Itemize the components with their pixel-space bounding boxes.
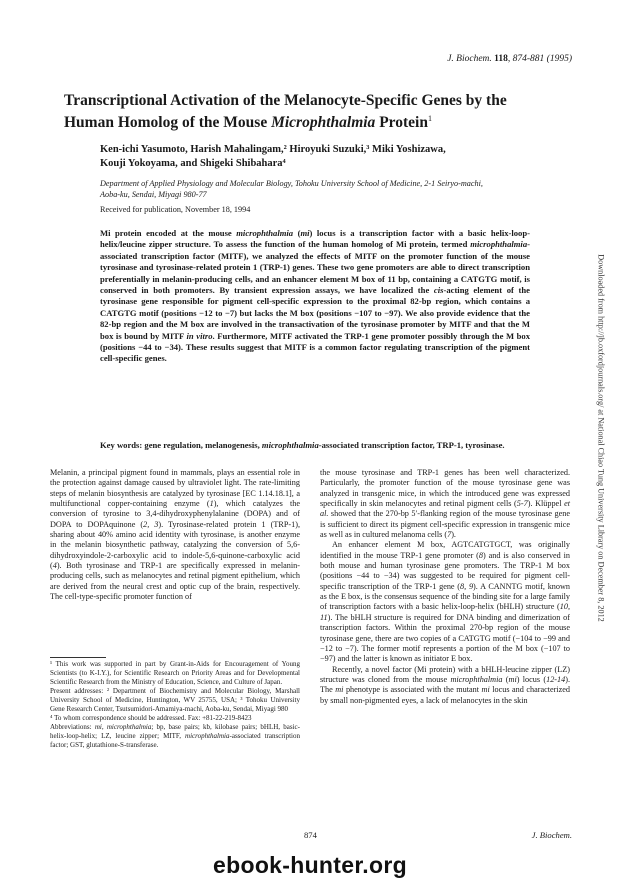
watermark: ebook-hunter.org: [213, 852, 407, 878]
authors-line-2: Kouji Yokoyama, and Shigeki Shibahara⁴: [100, 158, 286, 169]
affiliation: Department of Applied Physiology and Molecular Biology, Tohoku University School of Medicine, 2-1 Seiryo-machi, Aoba-ku, Sendai, Miyagi 980-77: [100, 179, 483, 199]
footnote-funding: ¹ This work was supported in part by Grant-in-Aids for Encouragement of Young Scientists (to K-I.Y.), for Scientific Research on Priority Areas and for Developmental Scientific Research from the Ministry of Education, Science, and Culture of Japan.: [50, 660, 300, 686]
journal-name: J. Biochem.: [447, 54, 492, 64]
body-paragraph: An enhancer element M box, AGTCATGTGCT, was originally identified in the mouse TRP-1 gene promoter (8) and is also conserved in both mouse and human tyrosinase gene promoters. The TRP-1 M box (positions −44 to −34) was suggested to be required for pigment cell-specific transcription of the TRP-1 gene (8, 9). A CANNTG motif, known as the E box, is the consensus sequence of the binding site for a large family of transcription factors with a basic helix-loop-helix (bHLH) structure (10, 11). The bHLH structure is required for DNA binding and dimerization of transcription factors. Within the proximal 270-bp region of the mouse tyrosinase gene, there are two copies of a CATGTG motif (−104 to −99 and −12 to −7). The former motif represents a portion of the M box (−107 to −97) and the latter is known as initiator E box.: [320, 540, 570, 664]
body-paragraph: Melanin, a principal pigment found in mammals, plays an essential role in the protection against damage caused by ultraviolet light. The rate-limiting steps of melanin biosynthesis are catalyzed by tyrosinase [EC 1.14.18.1], a multifunctional copper-containing enzyme (1), which catalyzes the conversion of tyrosine to 3,4-dihydroxyphenylalanine (DOPA) and of DOPA to DOPAquinone (2, 3). Tyrosinase-related protein 1 (TRP-1), sharing about 40% amino acid identity with tyrosinase, is another enzyme in the melanin biosynthetic pathway, catalyzing the conversion of 5,6-dihydroxyindole-2-carboxylic acid to indole-5,6-quinone-carboxylic acid (4). Both tyrosinase and TRP-1 are specifically expressed in melanin-producing cells, such as melanocytes and retinal pigment epithelium, which are derived from the neural crest and optic cup of the brain, respectively. The cell-type-specific promoter function of: [50, 468, 300, 602]
body-paragraph: Recently, a novel factor (Mi protein) with a bHLH-leucine zipper (LZ) structure was cloned from the mouse microphthalmia (mi) locus (12-14). The mi phenotype is associated with the mutant mi locus and characterized by small non-pigmented eyes, a lack of melanocytes in the skin: [320, 664, 571, 705]
body-column-right: [320, 468, 570, 706]
received-date: Received for publication, November 18, 1994: [100, 205, 251, 214]
footnote-abbreviations: Abbreviations: mi, microphthalmia; bp, base pairs; kb, kilobase pairs; bHLH, basic-helix-loop-helix; LZ, leucine zipper; MITF, microphthalmia-associated transcription factor; GST, glutathione-S-transferase.: [50, 723, 300, 749]
journal-pages: 874-881 (1995): [512, 54, 572, 64]
footnote-divider: [50, 657, 106, 658]
body-paragraph: the mouse tyrosinase and TRP-1 genes has been well characterized. Particularly, the promoter function of the mouse tyrosinase gene was analyzed in transgenic mice, in which the introduced gene was expressed specifically in skin melanocytes and retinal pigment cells (5-7). Klüppel et al. showed that the 270-bp 5′-flanking region of the mouse tyrosinase gene is sufficient to direct its pigment cell-specific expression in transgenic mice as well as in cultured melanoma cells (7).: [320, 468, 570, 540]
authors-line-1: Ken-ichi Yasumoto, Harish Mahalingam,² Hiroyuki Suzuki,³ Miki Yoshizawa,: [100, 144, 446, 155]
abstract: Mi protein encoded at the mouse microphthalmia (mi) locus is a transcription factor with a basic helix-loop-helix/leucine zipper structure. To assess the function of the human homolog of Mi protein, termed microphthalmia-associated transcription factor (MITF), we analyzed the effects of MITF on the promoter function of the mouse tyrosinase and tyrosinase-related protein 1 (TRP-1) genes. These two gene promoters are able to direct transcription preferentially in melanin-producing cells, and an enhancer element M box of 11 bp, containing a CATGTG motif, is conserved in both promoters. By transient expression assays, we have localized the cis-acting element of the tyrosinase gene responsible for pigment cell-specific expression to the proximal 82-bp region, which contains a CATGTG motif (positions −12 to −7) but lacks the M box (positions −107 to −97). We also provide evidence that the 82-bp region and the M box are involved in the transactivation of the tyrosinase promoter by MITF and that the M box is bound by MITF in vitro. Furthermore, MITF activated the TRP-1 gene promoter possibly through the M box (positions −44 to −34). These results suggest that MITF is a common factor regulating transcription of the pigment cell-specific genes.: [100, 228, 530, 364]
paper-title: [64, 92, 564, 132]
footnote-addresses: Present addresses: ² Department of Biochemistry and Molecular Biology, Marshall University School of Medicine, Huntington, WV 25755, USA; ³ Tohoku University Gene Research Center, Tsutsumidori-Amamiya-machi, Aoba-ku, Sendai, Miyagi 980: [50, 687, 300, 713]
title-footnote-mark: 1: [427, 114, 432, 123]
footer-journal: J. Biochem.: [531, 830, 572, 840]
keywords: Key words: gene regulation, melanogenesis, microphthalmia-associated transcription factor, TRP-1, tyrosinase.: [100, 440, 505, 450]
journal-volume: 118: [494, 54, 508, 64]
page-number: 874: [304, 830, 317, 840]
journal-reference: J. Biochem. 118, 874-881 (1995): [447, 54, 572, 64]
title-line-2: Human Homolog of the Mouse Microphthalmia Protein$^1$: [64, 114, 432, 132]
footnote-correspondence: ⁴ To whom correspondence should be addressed. Fax: +81-22-219-8423: [50, 714, 252, 722]
title-line-1: Transcriptional Activation of the Melanocyte-Specific Genes by the: [64, 92, 507, 109]
footnotes: [50, 660, 300, 750]
download-notice-text: Downloaded from http://jb.oxfordjournals.org/ at National Chiao Tung University Library on December 8, 2012: [596, 254, 606, 622]
author-list: [100, 143, 520, 171]
body-column-left: [50, 468, 300, 602]
